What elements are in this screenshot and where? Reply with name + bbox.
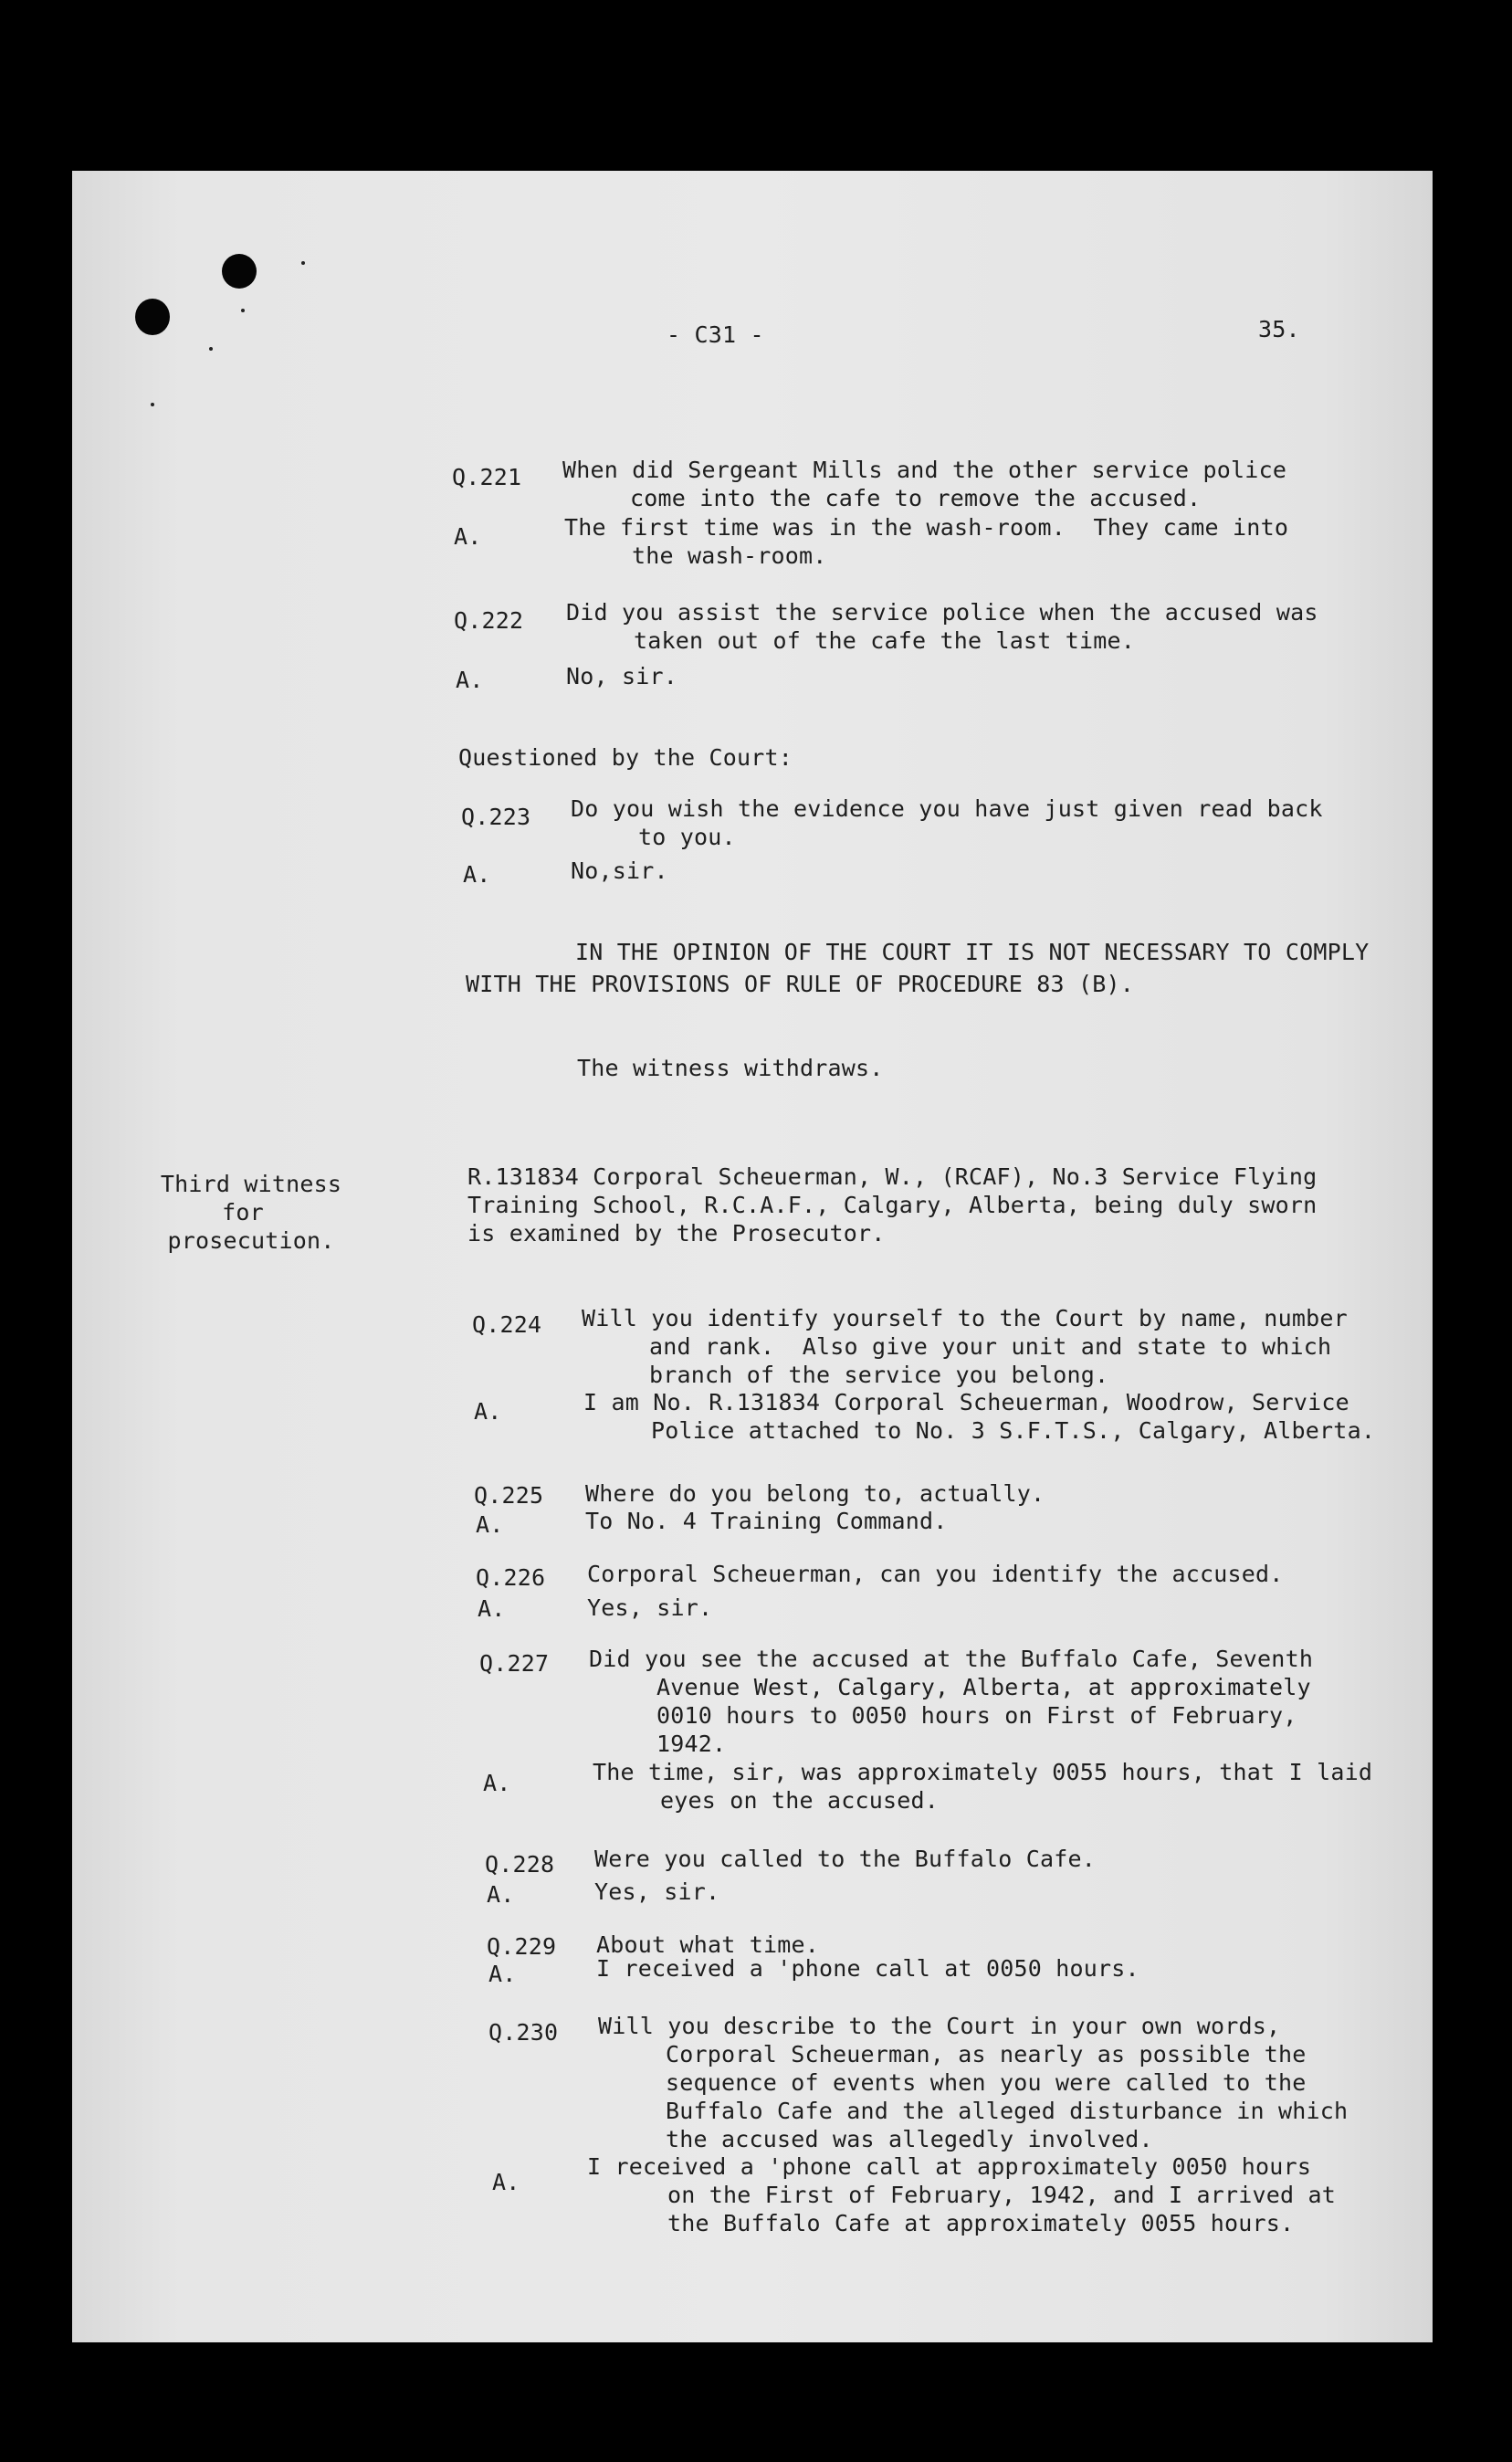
entry-line: Buffalo Cafe and the alleged disturbance in which: [666, 2098, 1349, 2124]
page-label: - C31 -: [667, 321, 764, 348]
speck: [241, 309, 245, 312]
entry-number: Q.224: [472, 1311, 542, 1338]
punch-hole-left: [135, 299, 170, 335]
margin-note: [146, 1170, 356, 1255]
entry-line: the wash-room.: [632, 542, 827, 569]
entry-line: Avenue West, Calgary, Alberta, at approximately: [656, 1674, 1311, 1700]
entry-text: [571, 794, 1323, 851]
section-heading: Questioned by the Court:: [458, 744, 793, 771]
court-opinion-line-1: IN THE OPINION OF THE COURT IT IS NOT NECESSARY TO COMPLY: [575, 939, 1370, 965]
margin-note-line: prosecution.: [167, 1227, 335, 1254]
entry-text: [564, 513, 1288, 570]
court-opinion-line-2: WITH THE PROVISIONS OF RULE OF PROCEDURE 83 (B).: [466, 971, 1135, 997]
speck: [209, 347, 213, 351]
entry-number: A.: [474, 1398, 502, 1425]
witness-intro-line: R.131834 Corporal Scheuerman, W., (RCAF), No.3 Service Flying: [467, 1163, 1318, 1190]
margin-note-line: for: [222, 1199, 264, 1226]
entry-text: Where do you belong to, actually.: [585, 1480, 1045, 1507]
entry-text: Yes, sir.: [587, 1594, 713, 1621]
entry-line: Will you describe to the Court in your own words,: [598, 2013, 1281, 2039]
entry-text: About what time.: [596, 1931, 820, 1958]
entry-number: A.: [456, 667, 484, 693]
entry-text: Were you called to the Buffalo Cafe.: [594, 1846, 1097, 1872]
entry-text: To No. 4 Training Command.: [585, 1508, 948, 1534]
entry-number: A.: [488, 1961, 517, 1987]
entry-number: Q.221: [452, 464, 522, 490]
entry-line: Will you identify yourself to the Court by name, number: [582, 1305, 1348, 1331]
witness-intro: [467, 1163, 1317, 1247]
entry-number: A.: [463, 861, 491, 888]
speck: [151, 403, 154, 406]
entry-text: [566, 598, 1318, 655]
entry-text: Yes, sir.: [594, 1878, 720, 1905]
entry-number: A.: [483, 1770, 511, 1796]
entry-number: A.: [492, 2169, 520, 2195]
entry-number: A.: [476, 1511, 504, 1538]
entry-number: A.: [454, 523, 482, 550]
entry-line: The first time was in the wash-room. They came into: [564, 514, 1289, 541]
entry-line: 0010 hours to 0050 hours on First of February,: [656, 1702, 1297, 1729]
margin-note-line: Third witness: [160, 1171, 342, 1197]
entry-line: on the First of February, 1942, and I arrived at: [667, 2182, 1337, 2208]
entry-number: Q.230: [488, 2019, 559, 2046]
entry-text: [583, 1388, 1375, 1445]
entry-number: Q.222: [454, 607, 524, 634]
page-number: 35.: [1258, 316, 1300, 342]
entry-number: Q.228: [485, 1851, 555, 1878]
entry-line: The time, sir, was approximately 0055 hours, that I laid: [593, 1759, 1373, 1785]
witness-intro-line: Training School, R.C.A.F., Calgary, Alberta, being duly sworn: [467, 1192, 1318, 1218]
entry-text: [589, 1645, 1313, 1758]
entry-number: A.: [487, 1881, 515, 1908]
entry-number: Q.227: [479, 1650, 550, 1677]
entry-line: eyes on the accused.: [660, 1787, 940, 1814]
entry-number: A.: [478, 1595, 506, 1622]
entry-line: Do you wish the evidence you have just given read back: [571, 795, 1323, 822]
entry-line: taken out of the cafe the last time.: [634, 627, 1136, 654]
entry-line: to you.: [638, 824, 736, 850]
entry-line: When did Sergeant Mills and the other service police: [562, 457, 1287, 483]
entry-number: Q.226: [476, 1564, 546, 1591]
witness-intro-line: is examined by the Prosecutor.: [467, 1220, 886, 1247]
entry-line: the Buffalo Cafe at approximately 0055 hours.: [667, 2210, 1295, 2236]
entry-line: branch of the service you belong.: [649, 1362, 1109, 1388]
entry-text: [582, 1304, 1348, 1389]
entry-text: [562, 456, 1286, 512]
punch-hole-top: [222, 254, 257, 289]
entry-line: Did you see the accused at the Buffalo Cafe, Seventh: [589, 1646, 1314, 1672]
entry-number: Q.223: [461, 804, 531, 830]
entry-line: Corporal Scheuerman, as nearly as possible the: [666, 2041, 1307, 2067]
entry-line: sequence of events when you were called to the: [666, 2069, 1307, 2096]
speck: [301, 261, 305, 265]
entry-text: I received a 'phone call at 0050 hours.: [596, 1955, 1139, 1982]
entry-line: come into the cafe to remove the accused.: [630, 485, 1202, 511]
entry-text: No,sir.: [571, 857, 668, 884]
entry-line: 1942.: [656, 1731, 727, 1757]
entry-text: [593, 1758, 1372, 1815]
entry-text: [587, 2152, 1336, 2237]
entry-line: Did you assist the service police when the accused was: [566, 599, 1318, 626]
entry-text: Corporal Scheuerman, can you identify the accused.: [587, 1561, 1284, 1587]
entry-text: No, sir.: [566, 663, 678, 689]
entry-number: Q.225: [474, 1482, 544, 1509]
witness-withdraws: The witness withdraws.: [577, 1055, 884, 1081]
entry-line: I am No. R.131834 Corporal Scheuerman, Woodrow, Service: [583, 1389, 1349, 1415]
entry-line: I received a 'phone call at approximately 0050 hours: [587, 2153, 1312, 2180]
entry-line: the accused was allegedly involved.: [666, 2126, 1153, 2152]
entry-text: [598, 2012, 1348, 2153]
entry-line: Police attached to No. 3 S.F.T.S., Calgary, Alberta.: [651, 1417, 1376, 1444]
entry-line: and rank. Also give your unit and state to which: [649, 1333, 1332, 1360]
entry-number: Q.229: [487, 1933, 557, 1960]
